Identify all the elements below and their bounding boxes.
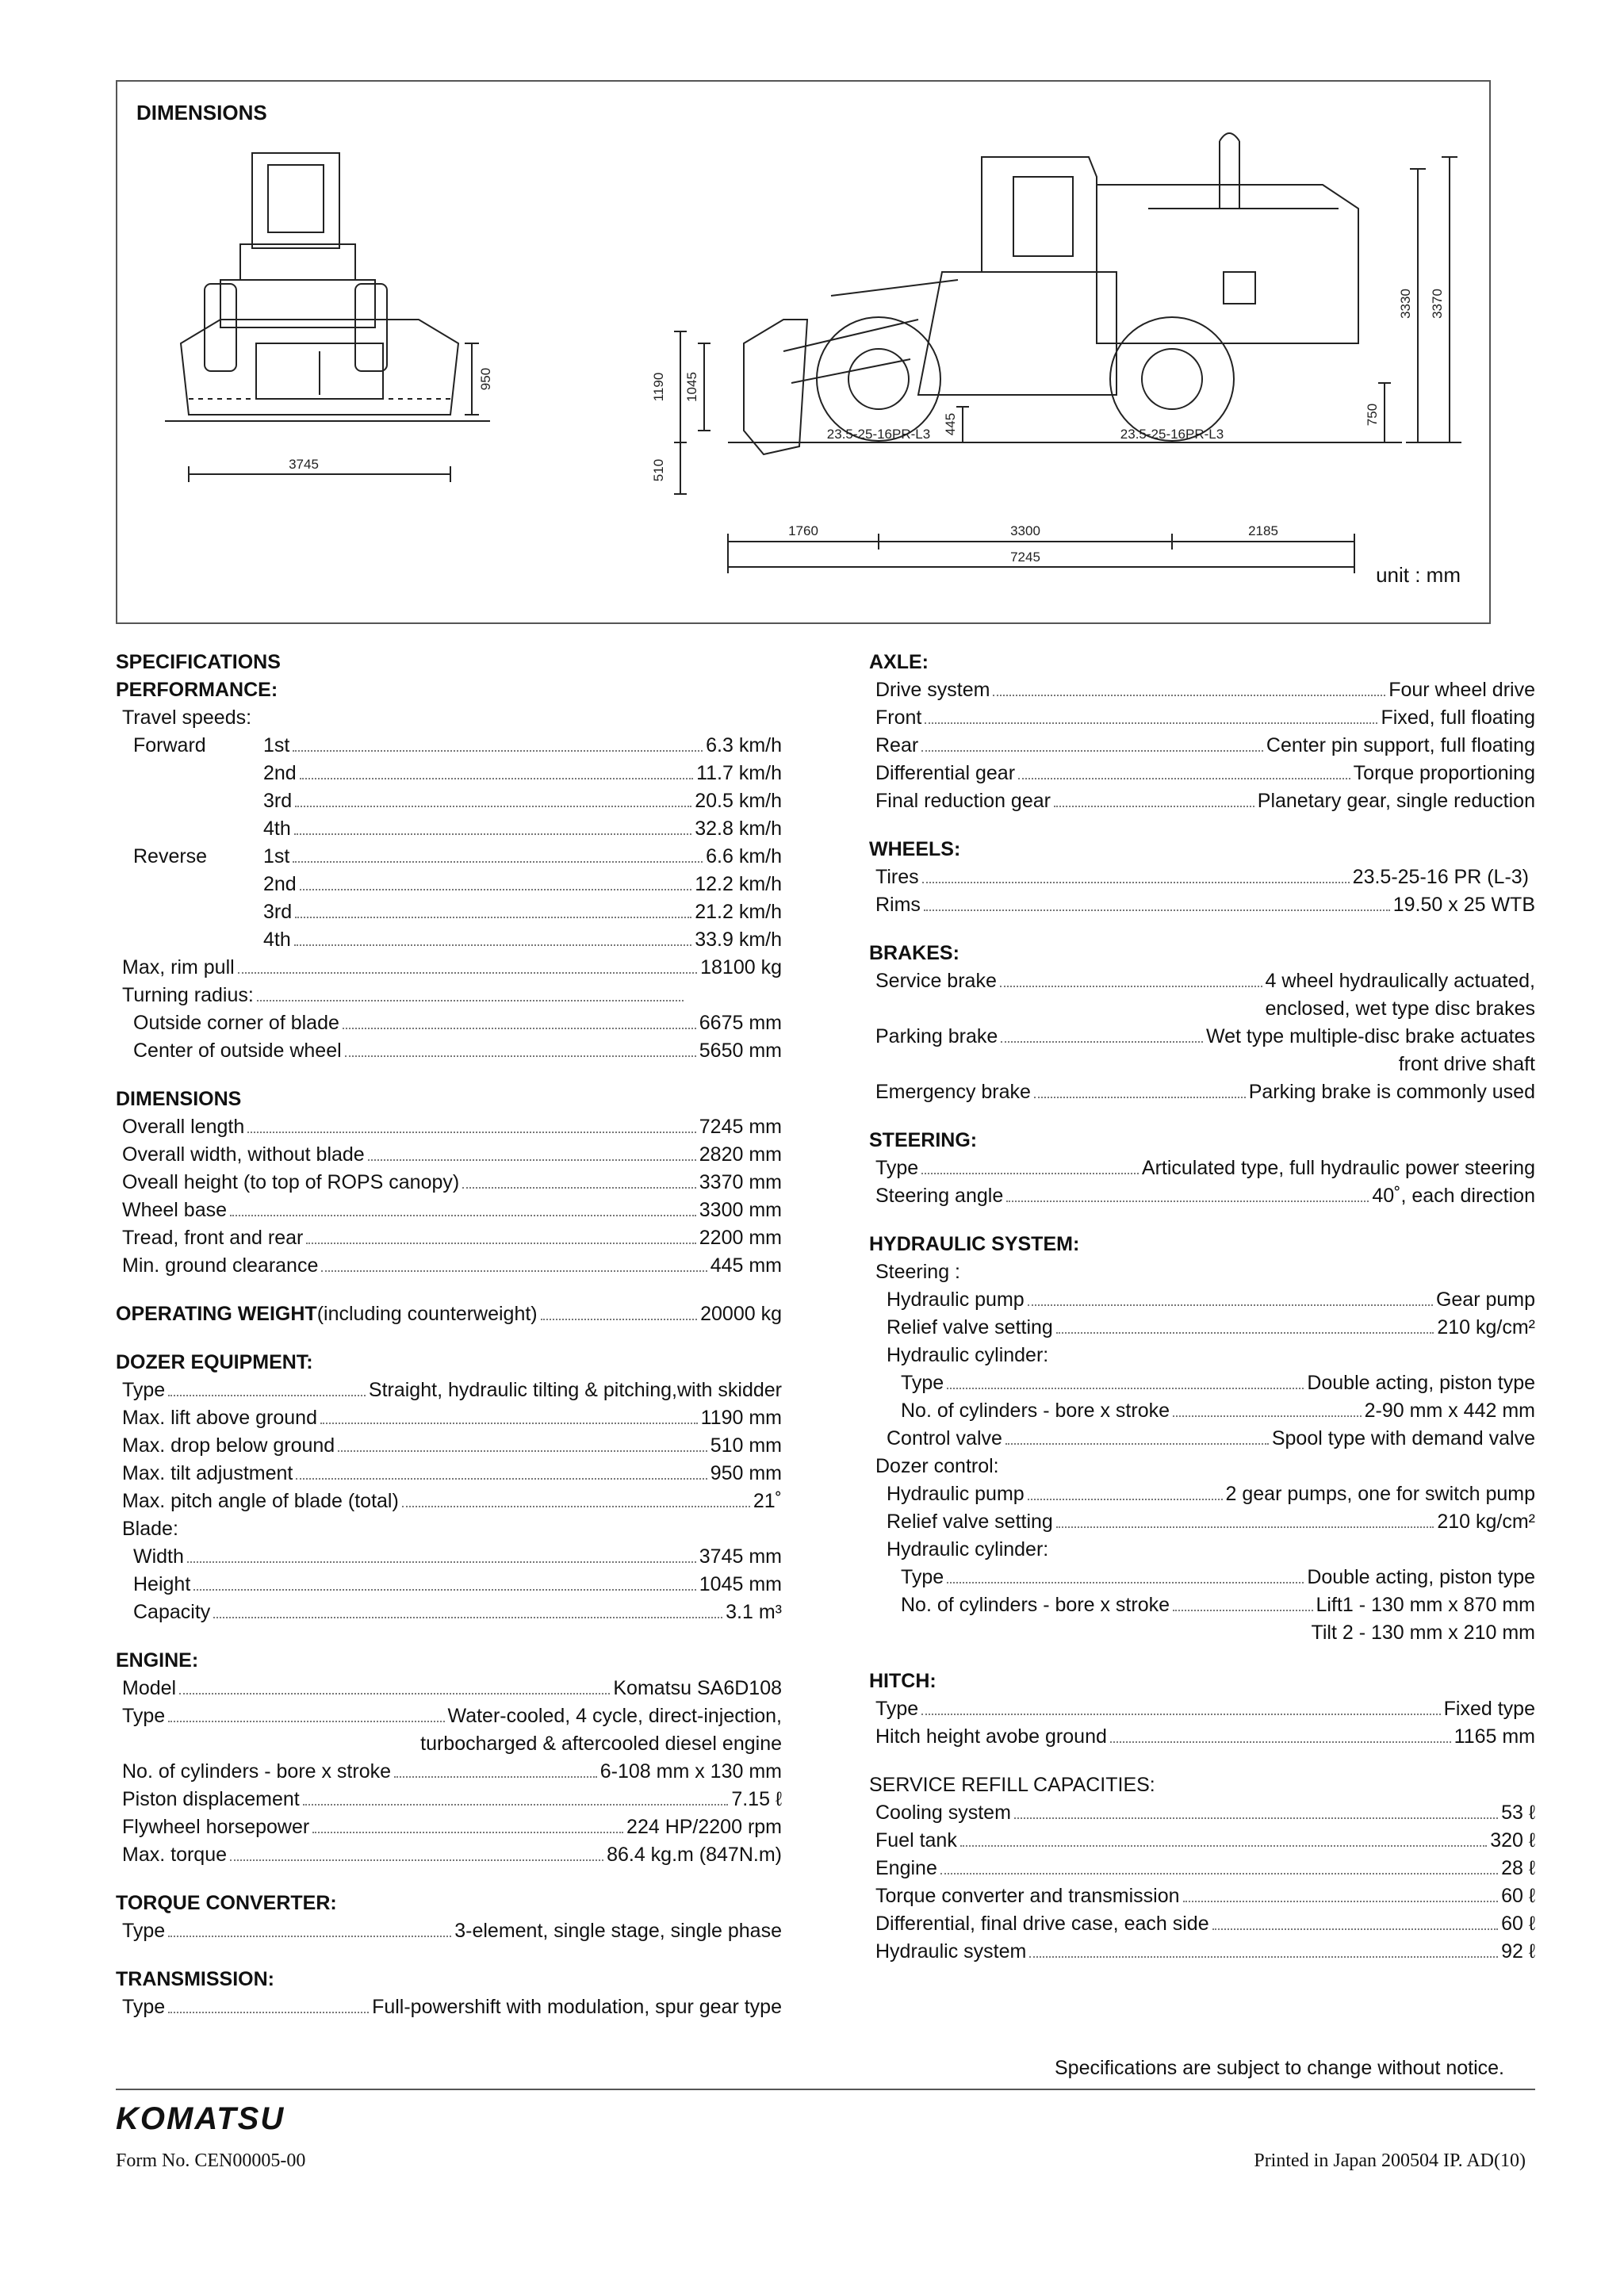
side-view-machine <box>728 133 1402 454</box>
service-brake-cont: enclosed, wet type disc brakes <box>1265 998 1535 1020</box>
drawing-title: DIMENSIONS <box>136 101 267 124</box>
torque-converter-type-row: Type 3-element, single stage, single phase <box>122 1920 782 1942</box>
blade-width-row: Width 3745 mm <box>133 1545 782 1568</box>
hydraulic-heading: HYDRAULIC SYSTEM: <box>869 1233 1080 1255</box>
outside-wheel-row: Center of outside wheel 5650 mm <box>133 1040 782 1062</box>
dozer-tilt-row: Max. tilt adjustment 950 mm <box>122 1462 782 1484</box>
dim-ground-clearance-label: 445 <box>943 412 958 436</box>
dim-height-rops-label: 3370 <box>1430 289 1445 319</box>
dozer-cylinder-cont: Tilt 2 - 130 mm x 210 mm <box>1311 1622 1535 1644</box>
refill-cooling-row: Cooling system 53 ℓ <box>875 1802 1535 1824</box>
dim-overall-length-label: 7245 <box>1010 550 1040 565</box>
dim-wheel-base-label: 3300 <box>1010 523 1040 538</box>
dimensions-drawing-box <box>116 80 1491 624</box>
wheels-heading: WHEELS: <box>869 838 961 860</box>
dozer-lift-row: Max. lift above ground 1190 mm <box>122 1407 782 1429</box>
printed-info: Printed in Japan 200504 IP. AD(10) <box>1254 2150 1526 2171</box>
refill-engine-row: Engine 28 ℓ <box>875 1857 1535 1879</box>
komatsu-logo: KOMATSU <box>116 2101 285 2136</box>
engine-displacement-row: Piston displacement 7.15 ℓ <box>122 1788 782 1810</box>
refill-torque-converter-row: Torque converter and transmission 60 ℓ <box>875 1885 1535 1907</box>
transmission-type-row: Type Full-powershift with modulation, spur gear type <box>122 1996 782 2018</box>
axle-rear-row: Rear Center pin support, full floating <box>875 734 1535 756</box>
brakes-heading: BRAKES: <box>869 942 959 964</box>
dozer-control-label: Dozer control: <box>875 1455 999 1477</box>
dim-rear-overhang-label: 2185 <box>1248 523 1278 538</box>
engine-type-row: Type Water-cooled, 4 cycle, direct-injection, <box>122 1705 782 1727</box>
turning-radius-row: Turning radius: <box>116 982 782 1009</box>
dozer-pitch-row: Max. pitch angle of blade (total) 21˚ <box>122 1490 782 1512</box>
parking-brake-row: Parking brake Wet type multiple-disc brake actuates <box>875 1025 1535 1047</box>
dozer-type-row: Type Straight, hydraulic tilting & pitching,with skidder <box>122 1379 782 1401</box>
axle-drive-row: Drive system Four wheel drive <box>875 679 1535 701</box>
forward-1st-row: Forward 1st 6.3 km/h <box>133 734 782 756</box>
overall-height-row: Oveall height (to top of ROPS canopy) 3370 mm <box>122 1171 782 1193</box>
steering-cylinder-type-row: Type Double acting, piston type <box>901 1372 1535 1394</box>
reverse-4th-row: 4th 33.9 km/h <box>263 929 782 951</box>
tires-row: Tires 23.5-25-16 PR (L-3) <box>875 866 1529 888</box>
forward-3rd-row: 3rd 20.5 km/h <box>263 790 782 812</box>
dim-height-cab-label: 3330 <box>1398 289 1413 319</box>
dim-front-width-label: 3745 <box>289 457 319 472</box>
footer-divider <box>116 2089 1535 2090</box>
engine-type-cont: turbocharged & aftercooled diesel engine <box>420 1733 782 1755</box>
forward-4th-row: 4th 32.8 km/h <box>263 818 782 840</box>
emergency-brake-row: Emergency brake Parking brake is commonly used <box>875 1081 1535 1103</box>
dim-hitch-label: 750 <box>1365 403 1380 427</box>
engine-model-row: Model Komatsu SA6D108 <box>122 1677 782 1699</box>
rims-row: Rims 19.50 x 25 WTB <box>875 894 1535 916</box>
dozer-relief-row: Relief valve setting 210 kg/cm² <box>887 1511 1535 1533</box>
front-view-machine <box>165 153 490 421</box>
dozer-heading: DOZER EQUIPMENT: <box>116 1351 313 1373</box>
steering-cylinder-no-row: No. of cylinders - bore x stroke 2-90 mm x 442 mm <box>901 1400 1535 1422</box>
outside-blade-row: Outside corner of blade 6675 mm <box>133 1012 782 1034</box>
dimensions-heading: DIMENSIONS <box>116 1088 242 1110</box>
axle-differential-row: Differential gear Torque proportioning <box>875 762 1535 784</box>
steering-cylinder-label: Hydraulic cylinder: <box>887 1344 1049 1366</box>
hitch-type-row: Type Fixed type <box>875 1698 1535 1720</box>
operating-weight-row: OPERATING WEIGHT (including counterweight) 20000 kg <box>116 1303 782 1325</box>
dozer-cylinder-type-row: Type Double acting, piston type <box>901 1566 1535 1588</box>
hydraulic-steering-label: Steering : <box>875 1261 961 1283</box>
left-spec-column <box>116 649 782 2021</box>
torque-converter-heading: TORQUE CONVERTER: <box>116 1892 337 1914</box>
travel-speeds-label: Travel speeds: <box>122 707 252 729</box>
performance-heading: PERFORMANCE: <box>116 679 278 701</box>
rim-pull-row: Max, rim pull 18100 kg <box>122 956 782 978</box>
blade-label: Blade: <box>122 1518 178 1540</box>
control-valve-row: Control valve Spool type with demand valve <box>887 1427 1535 1449</box>
refill-fuel-row: Fuel tank 320 ℓ <box>875 1829 1535 1852</box>
dim-lift-label: 1190 <box>651 372 666 402</box>
blade-height-row: Height 1045 mm <box>133 1573 782 1595</box>
steering-type-row: Type Articulated type, full hydraulic power steering <box>875 1157 1535 1179</box>
steering-pump-row: Hydraulic pump Gear pump <box>887 1289 1535 1311</box>
form-number: Form No. CEN00005-00 <box>116 2150 306 2171</box>
dozer-cylinder-no-row: No. of cylinders - bore x stroke Lift1 - 130 mm x 870 mm <box>901 1594 1535 1616</box>
reverse-1st-row: Reverse 1st 6.6 km/h <box>133 845 782 867</box>
engine-heading: ENGINE: <box>116 1649 199 1672</box>
dozer-drop-row: Max. drop below ground 510 mm <box>122 1434 782 1457</box>
overall-length-row: Overall length 7245 mm <box>122 1116 782 1138</box>
hitch-height-row: Hitch height avobe ground 1165 mm <box>875 1725 1535 1748</box>
dim-blade-height-label: 1045 <box>684 372 699 402</box>
specifications-heading: SPECIFICATIONS <box>116 651 281 673</box>
hitch-heading: HITCH: <box>869 1670 936 1692</box>
axle-front-row: Front Fixed, full floating <box>875 707 1535 729</box>
refill-hydraulic-row: Hydraulic system 92 ℓ <box>875 1940 1535 1963</box>
ground-clearance-row: Min. ground clearance 445 mm <box>122 1254 782 1277</box>
refill-heading: SERVICE REFILL CAPACITIES: <box>869 1774 1155 1796</box>
engine-torque-row: Max. torque 86.4 kg.m (847N.m) <box>122 1844 782 1866</box>
wheel-base-row: Wheel base 3300 mm <box>122 1199 782 1221</box>
overall-width-row: Overall width, without blade 2820 mm <box>122 1143 782 1166</box>
dim-tilt-label: 950 <box>478 367 493 391</box>
service-brake-row: Service brake 4 wheel hydraulically actuated, <box>875 970 1535 992</box>
engine-cylinders-row: No. of cylinders - bore x stroke 6-108 mm x 130 mm <box>122 1760 782 1783</box>
dim-tire-rear-label: 23.5-25-16PR-L3 <box>1120 427 1224 442</box>
drawing-unit: unit : mm <box>1376 563 1461 587</box>
transmission-heading: TRANSMISSION: <box>116 1968 274 1990</box>
change-notice: Specifications are subject to change without notice. <box>1055 2057 1505 2079</box>
steering-relief-row: Relief valve setting 210 kg/cm² <box>887 1316 1535 1338</box>
reverse-3rd-row: 3rd 21.2 km/h <box>263 901 782 923</box>
refill-differential-row: Differential, final drive case, each side 60 ℓ <box>875 1913 1535 1935</box>
forward-2nd-row: 2nd 11.7 km/h <box>263 762 782 784</box>
reverse-2nd-row: 2nd 12.2 km/h <box>263 873 782 895</box>
dim-front-overhang-label: 1760 <box>788 523 818 538</box>
blade-capacity-row: Capacity 3.1 m³ <box>133 1601 782 1623</box>
axle-heading: AXLE: <box>869 651 929 673</box>
tread-row: Tread, front and rear 2200 mm <box>122 1227 782 1249</box>
machine-drawing <box>117 82 1492 626</box>
axle-final-reduction-row: Final reduction gear Planetary gear, single reduction <box>875 790 1535 812</box>
dim-drop-label: 510 <box>651 458 666 482</box>
engine-horsepower-row: Flywheel horsepower 224 HP/2200 rpm <box>122 1816 782 1838</box>
dozer-pump-row: Hydraulic pump 2 gear pumps, one for switch pump <box>887 1483 1535 1505</box>
steering-heading: STEERING: <box>869 1129 978 1151</box>
parking-brake-cont: front drive shaft <box>1398 1053 1535 1075</box>
steering-angle-row: Steering angle 40˚, each direction <box>875 1185 1535 1207</box>
right-spec-column <box>869 649 1535 1966</box>
dim-tire-front-label: 23.5-25-16PR-L3 <box>826 427 931 442</box>
dozer-cylinder-label: Hydraulic cylinder: <box>887 1538 1049 1560</box>
